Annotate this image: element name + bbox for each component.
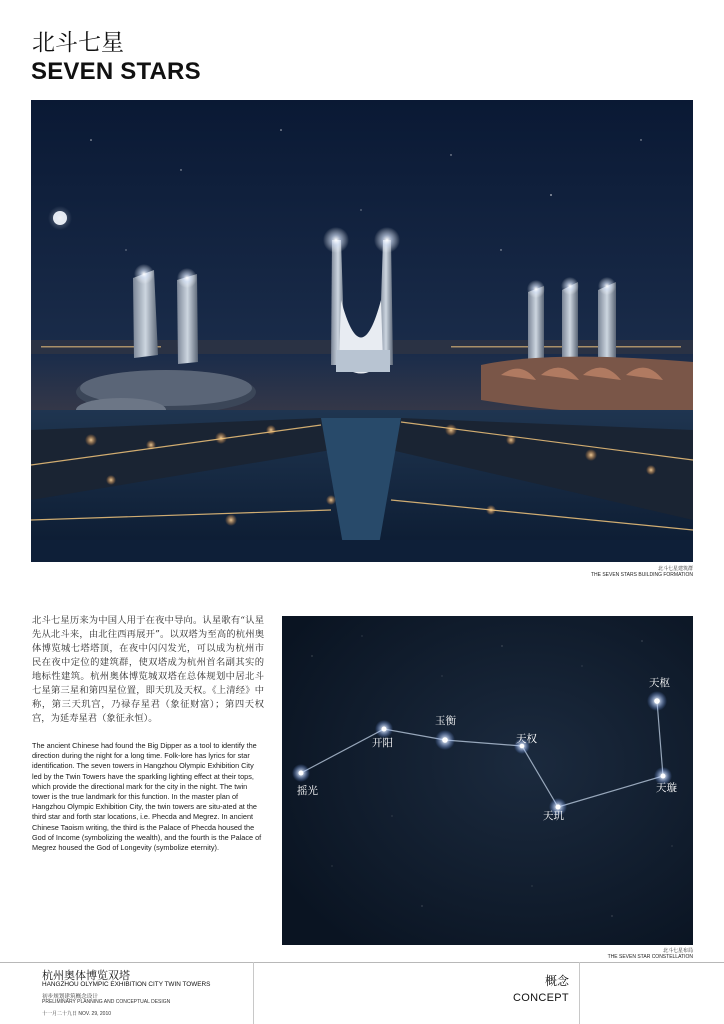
star-yuheng bbox=[435, 730, 455, 750]
night-rendering-image bbox=[31, 100, 693, 562]
star-tianshu bbox=[647, 691, 667, 711]
footer-phase-en: PRELIMINARY PLANNING AND CONCEPTUAL DESIGN bbox=[42, 999, 171, 1005]
footer-project-en: HANGZHOU OLYMPIC EXHIBITION CITY TWIN TOWERS bbox=[42, 981, 211, 988]
rendering-caption bbox=[473, 566, 693, 578]
star-label-tianji: 天玑 bbox=[543, 810, 564, 822]
star-kaiyang bbox=[375, 720, 393, 738]
star-label-yaoguang: 摇光 bbox=[297, 785, 318, 797]
star-label-yuheng: 玉衡 bbox=[435, 715, 456, 727]
star-label-kaiyang: 开阳 bbox=[372, 737, 393, 749]
footer-column-divider bbox=[253, 962, 254, 1024]
star-yaoguang bbox=[292, 764, 310, 782]
page-title-en: SEVEN STARS bbox=[31, 58, 201, 85]
constellation-caption-en: THE SEVEN STAR CONSTELLATION bbox=[607, 954, 693, 960]
constellation-caption bbox=[473, 948, 693, 960]
star-label-tianxuan: 天璇 bbox=[656, 782, 677, 794]
star-label-tianquan: 天权 bbox=[516, 733, 537, 745]
footer-project-cn: 杭州奥体博览双塔 bbox=[42, 969, 130, 982]
footer-section-en: CONCEPT bbox=[513, 992, 569, 1004]
footer-section-cn: 概念 bbox=[545, 974, 570, 988]
footer-date: 十一月二十九日 NOV. 29, 2010 bbox=[42, 1011, 112, 1017]
rendering-caption-cn: 北斗七星建筑群 bbox=[657, 566, 693, 572]
rendering-caption-en: THE SEVEN STARS BUILDING FORMATION bbox=[590, 572, 693, 578]
page-title-cn: 北斗七星 bbox=[32, 30, 124, 56]
constellation-caption-cn: 北斗七星布局 bbox=[662, 948, 693, 954]
body-text-cn: 北斗七星历来为中国人用于在夜中导向。认星歌有“认星先从北斗来，由北往西再展开”。以双塔为至高的杭州奥体博览城七塔塔顶，在夜中闪闪发光，可以成为杭州市民在夜中定位的建筑群，使双塔成为杭州首名副其实的地标性建筑。杭州奥体博览城双塔在总体规划中居北斗七星第三星和第四星位置，即天玑及天权。《上清经》中称，第三天玑宫，乃禄存星君（象征财富）；第四天权宫，为延寿星君（象征永恒）。 bbox=[32, 615, 264, 724]
constellation-diagram bbox=[282, 616, 693, 945]
footer-phase-cn: 初步规划建筑概念设计 bbox=[42, 994, 98, 1000]
footer-column-divider bbox=[579, 962, 580, 1024]
footer-divider bbox=[0, 962, 724, 963]
body-text-en: The ancient Chinese had found the Big Dipper as a tool to identify the direction during the night for a long time. Folk-lore has lyrics for star identification. The seven towers in Hangzhou Olympic Exhibition City led by the Twin Towers have the sparkling lighting effect at their tops, which provide the directional mark for the city in the night. The twin tower is the true landmark for this function. In the master plan of Hangzhou Olympic Exhibition City, the twin towers are situ-ated at the third star and forth star locations, i.e. Phecda and Megrez. In ancient Chinese Taoism writing, the third is the Palace of Phecda housed the God of Income (symbolizing the wealth), and the fourth is the Palace of Megrez housed the God of Longevity (symbolize eternity). bbox=[32, 741, 262, 853]
star-label-tianshu: 天枢 bbox=[649, 677, 670, 689]
